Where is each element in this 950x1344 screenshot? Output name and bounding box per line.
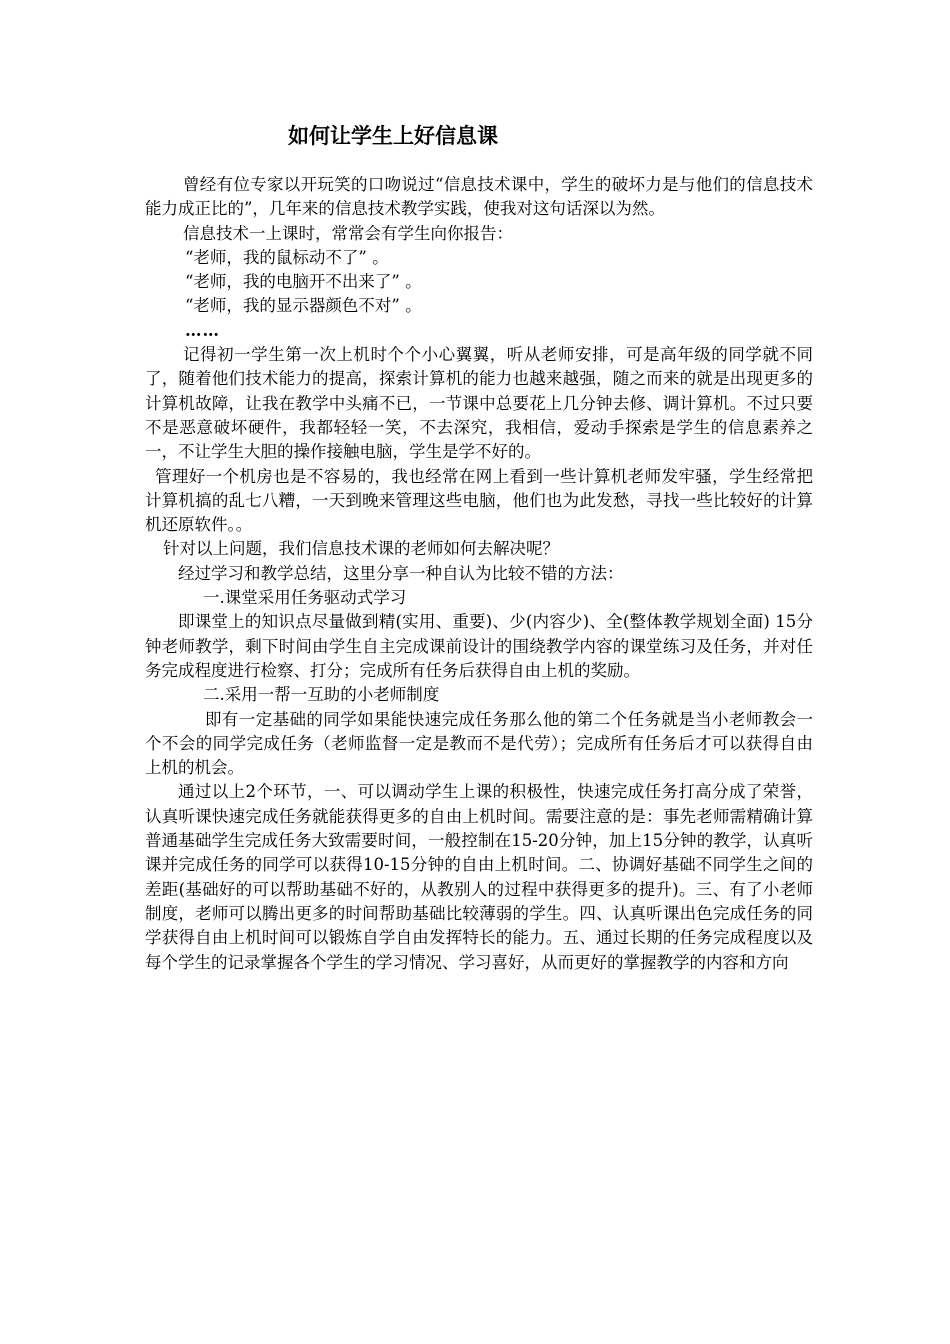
paragraph-first-time: 记得初一学生第一次上机时个个小心翼翼，听从老师安排，可是高年级的同学就不同了，随着他们技术能力的提高，探索计算机的能力也越来越强，随之而来的就是出现更多的计算机故障，让我在教学中头痛不已，一节课中总要花上几分钟去修、调计算机。不过只要不是恶意破坏硬件，我都轻轻一笑，不去深究，我相信，爱动手探索是学生的信息素养之一，不让学生大胆的操作接触电脑，学生是学不好的。 xyxy=(145,345,813,462)
document-title: 如何让学生上好信息课 xyxy=(288,124,498,148)
paragraph-task-driven: 即课堂上的知识点尽量做到精(实用、重要)、少(内容少)、全(整体教学规划全面) 15分钟老师教学，剩下时间由学生自主完成课前设计的围绕教学内容的课堂练习及任务，并对任务完成程度进行检察、打分；完成所有任务后获得自由上机的奖励。 xyxy=(145,612,813,680)
paragraph-summary: 通过以上2个环节，一、可以调动学生上课的积极性，快速完成任务打高分成了荣誉，认真听课快速完成任务就能获得更多的自由上机时间。需要注意的是：事先老师需精确计算普通基础学生完成任务大致需要时间，一般控制在15-20分钟，加上15分钟的教学，认真听课并完成任务的同学可以获得10-15分钟的自由上机时间。二、协调好基础不同学生之间的差距(基础好的可以帮助基础不好的，从教别人的过程中获得更多的提升)。三、有了小老师制度，老师可以腾出更多的时间帮助基础比较薄弱的学生。四、认真听课出色完成任务的同学获得自由上机时间可以锻炼自学自由发挥特长的能力。五、通过长期的任务完成程度以及每个学生的记录掌握各个学生的学习情况、学习喜好，从而更好的掌握教学的内容和方向 xyxy=(145,782,813,972)
heading-task-driven: 一.课堂采用任务驱动式学习 xyxy=(203,588,407,608)
paragraph-intro: 曾经有位专家以开玩笑的口吻说过“信息技术课中，学生的破坏力是与他们的信息技术能力成正比的”，几年来的信息技术教学实践，使我对这句话深以为然。 xyxy=(145,175,813,219)
paragraph-question: 针对以上问题，我们信息技术课的老师如何去解决呢？ xyxy=(163,539,559,559)
quote-computer: “老师，我的电脑开不出来了” 。 xyxy=(185,272,422,292)
quote-mouse: “老师，我的鼠标动不了” 。 xyxy=(185,247,389,267)
paragraph-mentor: 即有一定基础的同学如果能快速完成任务那么他的第二个任务就是当小老师教会一个不会的同学完成任务（老师监督一定是教而不是代劳）；完成所有任务后才可以获得自由上机的机会。 xyxy=(145,709,813,778)
heading-mentor: 二.采用一帮一互助的小老师制度 xyxy=(203,685,440,705)
ellipsis: …… xyxy=(185,320,220,340)
paragraph-lab-management: 管理好一个机房也是不容易的，我也经常在网上看到一些计算机老师发牢骚，学生经常把计算机搞的乱七八糟，一天到晚来管理这些电脑，他们也为此发愁，寻找一些比较好的计算机还原软件。。 xyxy=(145,466,813,535)
quote-monitor: “老师，我的显示器颜色不对” 。 xyxy=(185,296,422,316)
document-body xyxy=(145,173,813,975)
paragraph-method: 经过学习和教学总结，这里分享一种自认为比较不错的方法： xyxy=(178,563,624,583)
paragraph-report: 信息技术一上课时，常常会有学生向你报告： xyxy=(183,223,513,243)
